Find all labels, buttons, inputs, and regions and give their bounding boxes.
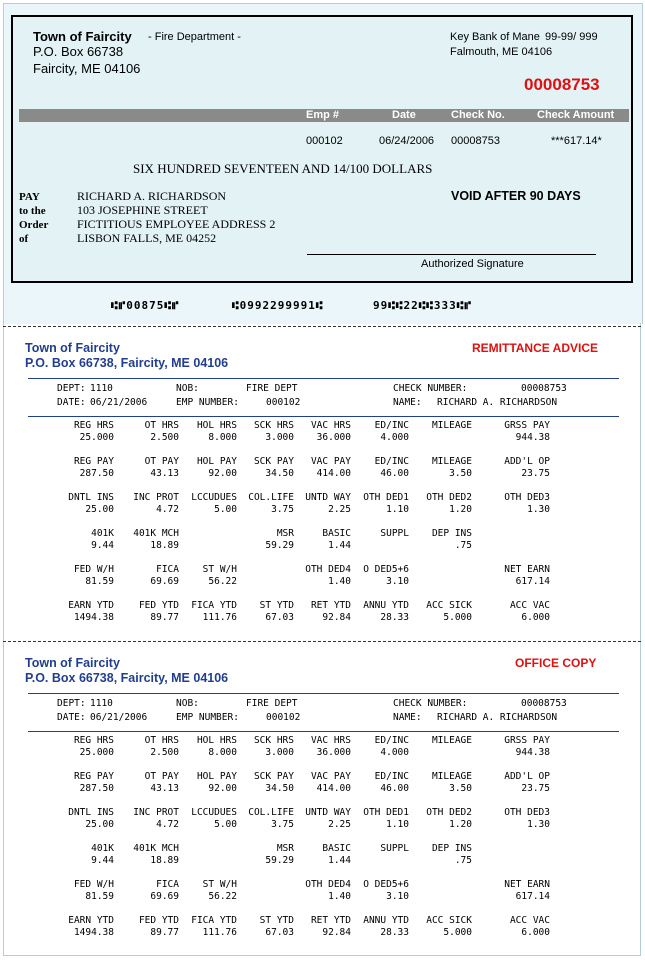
field-value: 25.000: [79, 747, 114, 758]
stub-address: P.O. Box 66738, Faircity, ME 04106: [25, 356, 229, 370]
field-label: BASIC: [322, 843, 351, 854]
field-value: 287.50: [79, 468, 114, 479]
field-label: ACC SICK: [426, 600, 472, 611]
field-value: 25.00: [85, 819, 114, 830]
field-value: 18.89: [150, 855, 179, 866]
field-label: GRSS PAY: [504, 735, 550, 746]
dept-label: DEPT:: [57, 698, 86, 709]
field-label: OT HRS: [144, 735, 179, 746]
field-label: RET YTD: [310, 600, 351, 611]
field-value: 81.59: [85, 576, 114, 587]
field-label: REG HRS: [73, 420, 114, 431]
field-value: 4.000: [380, 747, 409, 758]
stub-label: REMITTANCE ADVICE: [472, 341, 598, 355]
payee-address: RICHARD A. RICHARDSON 103 JOSEPHINE STREET FICTITIOUS EMPLOYEE ADDRESS 2 LISBON FALLS, ME 04252: [77, 189, 276, 245]
stub-label: OFFICE COPY: [515, 656, 597, 670]
micr-account: 99⑆⑆22⑆⑆333⑆⑈: [373, 299, 472, 312]
field-value: 4.000: [380, 432, 409, 443]
stub-address: P.O. Box 66738, Faircity, ME 04106: [25, 671, 229, 685]
field-label: SUPPL: [380, 843, 409, 854]
field-label: OTH DED4: [305, 564, 351, 575]
field-value: 23.75: [521, 783, 550, 794]
field-label: ANNU YTD: [363, 915, 409, 926]
field-value: 1.10: [386, 819, 409, 830]
bank-name: Key Bank of Mane: [450, 31, 540, 43]
empnum-label: EMP NUMBER:: [176, 712, 239, 723]
field-value: 111.76: [202, 612, 237, 623]
field-label: ANNU YTD: [363, 600, 409, 611]
field-label: ADD'L OP: [504, 456, 550, 467]
field-label: MSR: [276, 528, 294, 539]
field-label: OT PAY: [144, 771, 179, 782]
field-label: FICA YTD: [191, 915, 237, 926]
field-label: OT HRS: [144, 420, 179, 431]
bank-city: Falmouth, ME 04106: [450, 46, 553, 58]
field-value: 2.500: [150, 747, 179, 758]
field-label: OTH DED2: [426, 492, 472, 503]
nob-label: NOB:: [176, 383, 199, 394]
field-label: OT PAY: [144, 456, 179, 467]
field-value: 414.00: [316, 468, 351, 479]
field-value: 8.000: [208, 747, 237, 758]
field-value: 944.38: [515, 432, 550, 443]
field-label: HOL HRS: [196, 735, 237, 746]
pay-to-label: PAY to the Order of: [19, 191, 49, 245]
field-value: 67.03: [265, 612, 294, 623]
field-value: 4.72: [156, 819, 179, 830]
signature-label: Authorized Signature: [421, 258, 524, 270]
field-value: 1.40: [328, 576, 351, 587]
checknum-label: CHECK NUMBER:: [393, 383, 468, 394]
field-value: 287.50: [79, 783, 114, 794]
field-value: 67.03: [265, 927, 294, 938]
header-emp: Emp #: [306, 109, 340, 121]
field-label: COL.LIFE: [248, 492, 294, 503]
field-value: 28.33: [380, 612, 409, 623]
field-label: FICA: [156, 879, 179, 890]
field-label: VAC HRS: [310, 735, 351, 746]
signature-line: [307, 254, 596, 255]
emp-value: 000102: [306, 135, 343, 147]
field-value: 3.75: [271, 504, 294, 515]
amount-value: ***617.14*: [551, 135, 602, 147]
field-label: SCK HRS: [253, 420, 294, 431]
field-value: 2.25: [328, 819, 351, 830]
field-label: 401K: [91, 528, 114, 539]
field-value: 617.14: [515, 891, 550, 902]
field-label: ACC VAC: [509, 600, 550, 611]
field-label: COL.LIFE: [248, 807, 294, 818]
field-value: 92.00: [208, 468, 237, 479]
field-value: 3.10: [386, 576, 409, 587]
field-label: 401K MCH: [133, 528, 179, 539]
tear-line: [3, 326, 641, 327]
field-value: 414.00: [316, 783, 351, 794]
field-value: 1.40: [328, 891, 351, 902]
empnum-value: 000102: [266, 712, 301, 723]
field-value: 3.75: [271, 819, 294, 830]
field-value: 111.76: [202, 927, 237, 938]
field-label: RET YTD: [310, 915, 351, 926]
field-value: 3.000: [265, 432, 294, 443]
field-value: 1.10: [386, 504, 409, 515]
field-value: 46.00: [380, 783, 409, 794]
field-value: 69.69: [150, 576, 179, 587]
field-value: 43.13: [150, 468, 179, 479]
nob-label: NOB:: [176, 698, 199, 709]
field-value: 6.000: [521, 927, 550, 938]
field-value: .75: [454, 540, 472, 551]
field-label: REG PAY: [73, 771, 114, 782]
field-label: DNTL INS: [68, 807, 114, 818]
field-value: 89.77: [150, 927, 179, 938]
field-value: 5.00: [214, 819, 237, 830]
field-label: MILEAGE: [431, 771, 472, 782]
field-label: DEP INS: [431, 528, 472, 539]
field-value: 81.59: [85, 891, 114, 902]
header-check-amount: Check Amount: [537, 109, 615, 121]
field-label: SCK PAY: [253, 456, 294, 467]
field-value: 1494.38: [73, 927, 114, 938]
field-label: MILEAGE: [431, 456, 472, 467]
field-label: ED/INC: [374, 456, 409, 467]
field-label: FED W/H: [73, 564, 114, 575]
field-label: OTH DED1: [363, 807, 409, 818]
field-value: 4.72: [156, 504, 179, 515]
check-town-name: Town of Faircity: [33, 29, 132, 44]
field-label: LCCUDUES: [191, 807, 237, 818]
stub-town-name: Town of Faircity: [25, 656, 120, 670]
field-value: 92.84: [322, 612, 351, 623]
field-value: 59.29: [265, 855, 294, 866]
field-value: 5.00: [214, 504, 237, 515]
field-value: .75: [454, 855, 472, 866]
field-label: UNTD WAY: [305, 492, 351, 503]
check-po-box: P.O. Box 66738: [33, 44, 124, 59]
field-value: 5.000: [443, 927, 472, 938]
dept-value: 1110: [90, 698, 113, 709]
field-value: 89.77: [150, 612, 179, 623]
name-value: RICHARD A. RICHARDSON: [437, 397, 558, 408]
field-value: 25.000: [79, 432, 114, 443]
date-value: 06/21/2006: [90, 397, 148, 408]
field-label: VAC PAY: [310, 456, 351, 467]
field-label: NET EARN: [504, 879, 550, 890]
field-value: 36.000: [316, 747, 351, 758]
nob-value: FIRE DEPT: [246, 383, 298, 394]
field-label: O DED5+6: [363, 879, 409, 890]
field-value: 3.50: [449, 468, 472, 479]
field-label: LCCUDUES: [191, 492, 237, 503]
field-label: UNTD WAY: [305, 807, 351, 818]
payee-name: RICHARD A. RICHARDSON: [77, 189, 227, 203]
field-value: 36.000: [316, 432, 351, 443]
field-label: OTH DED3: [504, 807, 550, 818]
field-value: 1.30: [527, 819, 550, 830]
field-label: SCK HRS: [253, 735, 294, 746]
field-value: 1.30: [527, 504, 550, 515]
date-label: DATE:: [57, 712, 86, 723]
void-notice: VOID AFTER 90 DAYS: [451, 189, 581, 203]
header-check-no: Check No.: [451, 109, 505, 121]
field-label: EARN YTD: [68, 600, 114, 611]
field-label: HOL HRS: [196, 420, 237, 431]
name-label: NAME:: [393, 397, 422, 408]
field-label: DNTL INS: [68, 492, 114, 503]
field-label: FICA YTD: [191, 600, 237, 611]
dept-label: DEPT:: [57, 383, 86, 394]
field-value: 3.10: [386, 891, 409, 902]
check-number-red: 00008753: [524, 75, 600, 94]
field-label: 401K: [91, 843, 114, 854]
field-value: 2.25: [328, 504, 351, 515]
field-label: HOL PAY: [196, 771, 237, 782]
field-label: FED W/H: [73, 879, 114, 890]
checknum-value: 00008753: [521, 383, 567, 394]
field-label: ST YTD: [259, 600, 294, 611]
field-label: OTH DED1: [363, 492, 409, 503]
field-label: ST W/H: [202, 564, 237, 575]
field-label: MILEAGE: [431, 420, 472, 431]
field-label: ACC VAC: [509, 915, 550, 926]
field-label: REG PAY: [73, 456, 114, 467]
empnum-label: EMP NUMBER:: [176, 397, 239, 408]
field-label: FED YTD: [138, 915, 179, 926]
nob-value: FIRE DEPT: [246, 698, 298, 709]
check-city: Faircity, ME 04106: [33, 61, 141, 76]
check-header-bar: [19, 109, 629, 122]
field-label: NET EARN: [504, 564, 550, 575]
field-label: ST YTD: [259, 915, 294, 926]
field-label: GRSS PAY: [504, 420, 550, 431]
field-label: REG HRS: [73, 735, 114, 746]
field-value: 59.29: [265, 540, 294, 551]
field-label: ST W/H: [202, 879, 237, 890]
micr-routing: ⑆0992299991⑆: [232, 299, 324, 312]
field-value: 1494.38: [73, 612, 114, 623]
field-label: FED YTD: [138, 600, 179, 611]
field-value: 617.14: [515, 576, 550, 587]
field-value: 92.84: [322, 927, 351, 938]
bank-routing: 99-99/ 999: [545, 31, 598, 43]
field-value: 43.13: [150, 783, 179, 794]
field-value: 46.00: [380, 468, 409, 479]
field-value: 34.50: [265, 783, 294, 794]
field-label: OTH DED2: [426, 807, 472, 818]
field-value: 8.000: [208, 432, 237, 443]
field-value: 56.22: [208, 576, 237, 587]
field-label: ADD'L OP: [504, 771, 550, 782]
field-label: ACC SICK: [426, 915, 472, 926]
field-value: 5.000: [443, 612, 472, 623]
field-value: 18.89: [150, 540, 179, 551]
field-value: 6.000: [521, 612, 550, 623]
check-no-value: 00008753: [451, 135, 500, 147]
field-value: 69.69: [150, 891, 179, 902]
field-label: 401K MCH: [133, 843, 179, 854]
header-date: Date: [392, 109, 416, 121]
field-label: INC PROT: [133, 492, 179, 503]
amount-in-words: SIX HUNDRED SEVENTEEN AND 14/100 DOLLARS: [133, 161, 433, 176]
field-label: BASIC: [322, 528, 351, 539]
field-label: SUPPL: [380, 528, 409, 539]
field-value: 23.75: [521, 468, 550, 479]
name-label: NAME:: [393, 712, 422, 723]
field-label: MSR: [276, 843, 294, 854]
tear-line: [3, 641, 641, 642]
field-label: ED/INC: [374, 735, 409, 746]
field-value: 56.22: [208, 891, 237, 902]
field-label: DEP INS: [431, 843, 472, 854]
field-value: 3.50: [449, 783, 472, 794]
field-label: SCK PAY: [253, 771, 294, 782]
field-label: VAC PAY: [310, 771, 351, 782]
checknum-label: CHECK NUMBER:: [393, 698, 468, 709]
field-value: 1.44: [328, 855, 351, 866]
field-value: 9.44: [91, 855, 114, 866]
field-label: INC PROT: [133, 807, 179, 818]
field-label: HOL PAY: [196, 456, 237, 467]
date-label: DATE:: [57, 397, 86, 408]
field-label: ED/INC: [374, 771, 409, 782]
field-value: 92.00: [208, 783, 237, 794]
field-label: FICA: [156, 564, 179, 575]
empnum-value: 000102: [266, 397, 301, 408]
name-value: RICHARD A. RICHARDSON: [437, 712, 558, 723]
field-label: MILEAGE: [431, 735, 472, 746]
checknum-value: 00008753: [521, 698, 567, 709]
field-label: OTH DED3: [504, 492, 550, 503]
check-department: - Fire Department -: [148, 31, 241, 43]
date-value: 06/21/2006: [90, 712, 148, 723]
field-value: 2.500: [150, 432, 179, 443]
field-value: 34.50: [265, 468, 294, 479]
field-value: 1.20: [449, 819, 472, 830]
micr-check-number: ⑆⑈00875⑆⑈: [111, 299, 180, 312]
dept-value: 1110: [90, 383, 113, 394]
field-value: 28.33: [380, 927, 409, 938]
field-value: 3.000: [265, 747, 294, 758]
field-value: 25.00: [85, 504, 114, 515]
field-value: 1.20: [449, 504, 472, 515]
field-label: ED/INC: [374, 420, 409, 431]
field-label: O DED5+6: [363, 564, 409, 575]
field-value: 944.38: [515, 747, 550, 758]
field-value: 9.44: [91, 540, 114, 551]
field-label: OTH DED4: [305, 879, 351, 890]
field-label: VAC HRS: [310, 420, 351, 431]
date-value: 06/24/2006: [379, 135, 435, 147]
field-value: 1.44: [328, 540, 351, 551]
stub-town-name: Town of Faircity: [25, 341, 120, 355]
field-label: EARN YTD: [68, 915, 114, 926]
